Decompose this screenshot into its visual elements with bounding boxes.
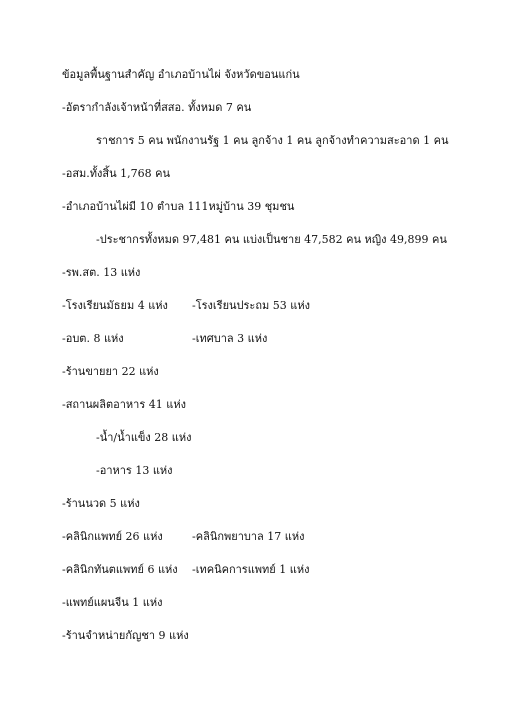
- document-title: ข้อมูลพื้นฐานสำคัญ อำเภอบ้านไผ่ จังหวัดขอนแก่น: [62, 68, 300, 81]
- primary-schools-count: -โรงเรียนประถม 53 แห่ง: [192, 299, 310, 312]
- staff-detail: ราชการ 5 คน พนักงานรัฐ 1 คน ลูกจ้าง 1 คน ลูกจ้างทำความสะอาด 1 คน: [96, 134, 449, 147]
- water-ice-count: -น้ำ/น้ำแข็ง 28 แห่ง: [96, 431, 192, 444]
- medical-clinics-count: -คลินิกแพทย์ 26 แห่ง: [62, 530, 163, 543]
- chinese-medicine-count: -แพทย์แผนจีน 1 แห่ง: [62, 596, 163, 609]
- food-count: -อาหาร 13 แห่ง: [96, 464, 173, 477]
- med-tech-count: -เทคนิคการแพทย์ 1 แห่ง: [192, 563, 310, 576]
- pharmacies-count: -ร้านขายยา 22 แห่ง: [62, 365, 159, 378]
- massage-count: -ร้านนวด 5 แห่ง: [62, 497, 140, 510]
- staff-header: -อัตรากำลังเจ้าหน้าที่สสอ. ทั้งหมด 7 คน: [62, 101, 252, 114]
- hospitals-count: -รพ.สต. 13 แห่ง: [62, 266, 141, 279]
- district-info: -อำเภอบ้านไผ่มี 10 ตำบล 111หมู่บ้าน 39 ชุมชน: [62, 200, 295, 213]
- dental-clinics-count: -คลินิกทันตแพทย์ 6 แห่ง: [62, 563, 178, 576]
- cannabis-shops-count: -ร้านจำหน่ายกัญชา 9 แห่ง: [62, 629, 189, 642]
- municipality-count: -เทศบาล 3 แห่ง: [192, 332, 268, 345]
- food-producers-count: -สถานผลิตอาหาร 41 แห่ง: [62, 398, 186, 411]
- sao-count: -อบต. 8 แห่ง: [62, 332, 124, 345]
- population-info: -ประชากรทั้งหมด 97,481 คน แบ่งเป็นชาย 47,582 คน หญิง 49,899 คน: [96, 233, 447, 246]
- volunteers-count: -อสม.ทั้งสิ้น 1,768 คน: [62, 167, 171, 180]
- secondary-schools-count: -โรงเรียนมัธยม 4 แห่ง: [62, 299, 168, 312]
- nursing-clinics-count: -คลินิกพยาบาล 17 แห่ง: [192, 530, 305, 543]
